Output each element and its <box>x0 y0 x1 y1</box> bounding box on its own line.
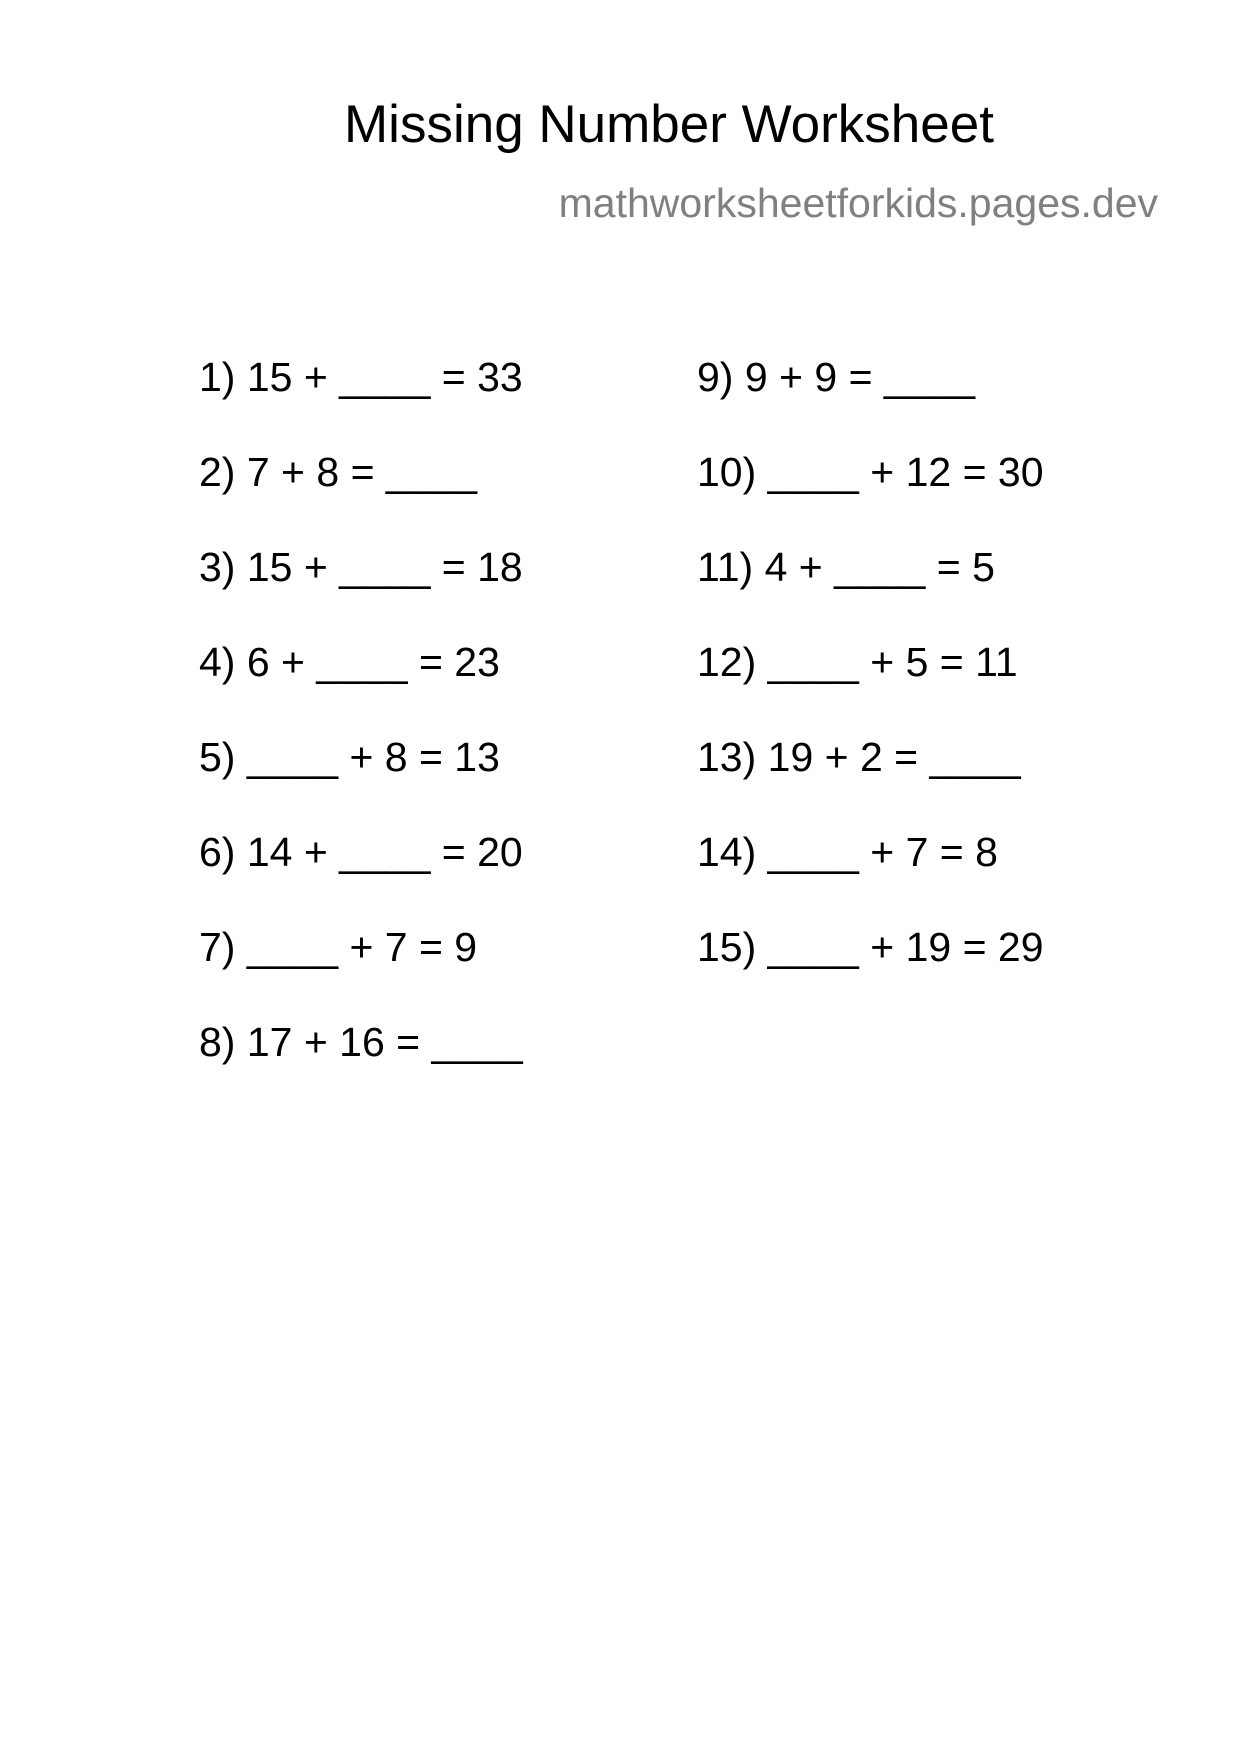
problem-7: 7) ____ + 7 = 9 <box>199 924 478 970</box>
website-subtitle: mathworksheetforkids.pages.dev <box>558 180 1158 226</box>
problem-11: 11) 4 + ____ = 5 <box>697 544 995 590</box>
problem-3: 3) 15 + ____ = 18 <box>199 544 523 590</box>
problem-column-right <box>697 348 1044 1013</box>
problem-10: 10) ____ + 12 = 30 <box>697 449 1044 495</box>
problem-13: 13) 19 + 2 = ____ <box>697 734 1021 780</box>
problem-8: 8) 17 + 16 = ____ <box>199 1019 523 1065</box>
problem-15: 15) ____ + 19 = 29 <box>697 924 1044 970</box>
problem-14: 14) ____ + 7 = 8 <box>697 829 998 875</box>
worksheet-title: Missing Number Worksheet <box>344 95 994 154</box>
problem-12: 12) ____ + 5 = 11 <box>697 639 1018 685</box>
problem-column-left <box>199 348 523 1108</box>
problem-9: 9) 9 + 9 = ____ <box>697 354 976 400</box>
problem-5: 5) ____ + 8 = 13 <box>199 734 500 780</box>
problem-2: 2) 7 + 8 = ____ <box>199 449 478 495</box>
problem-1: 1) 15 + ____ = 33 <box>199 354 523 400</box>
problem-4: 4) 6 + ____ = 23 <box>199 639 500 685</box>
problem-6: 6) 14 + ____ = 20 <box>199 829 523 875</box>
